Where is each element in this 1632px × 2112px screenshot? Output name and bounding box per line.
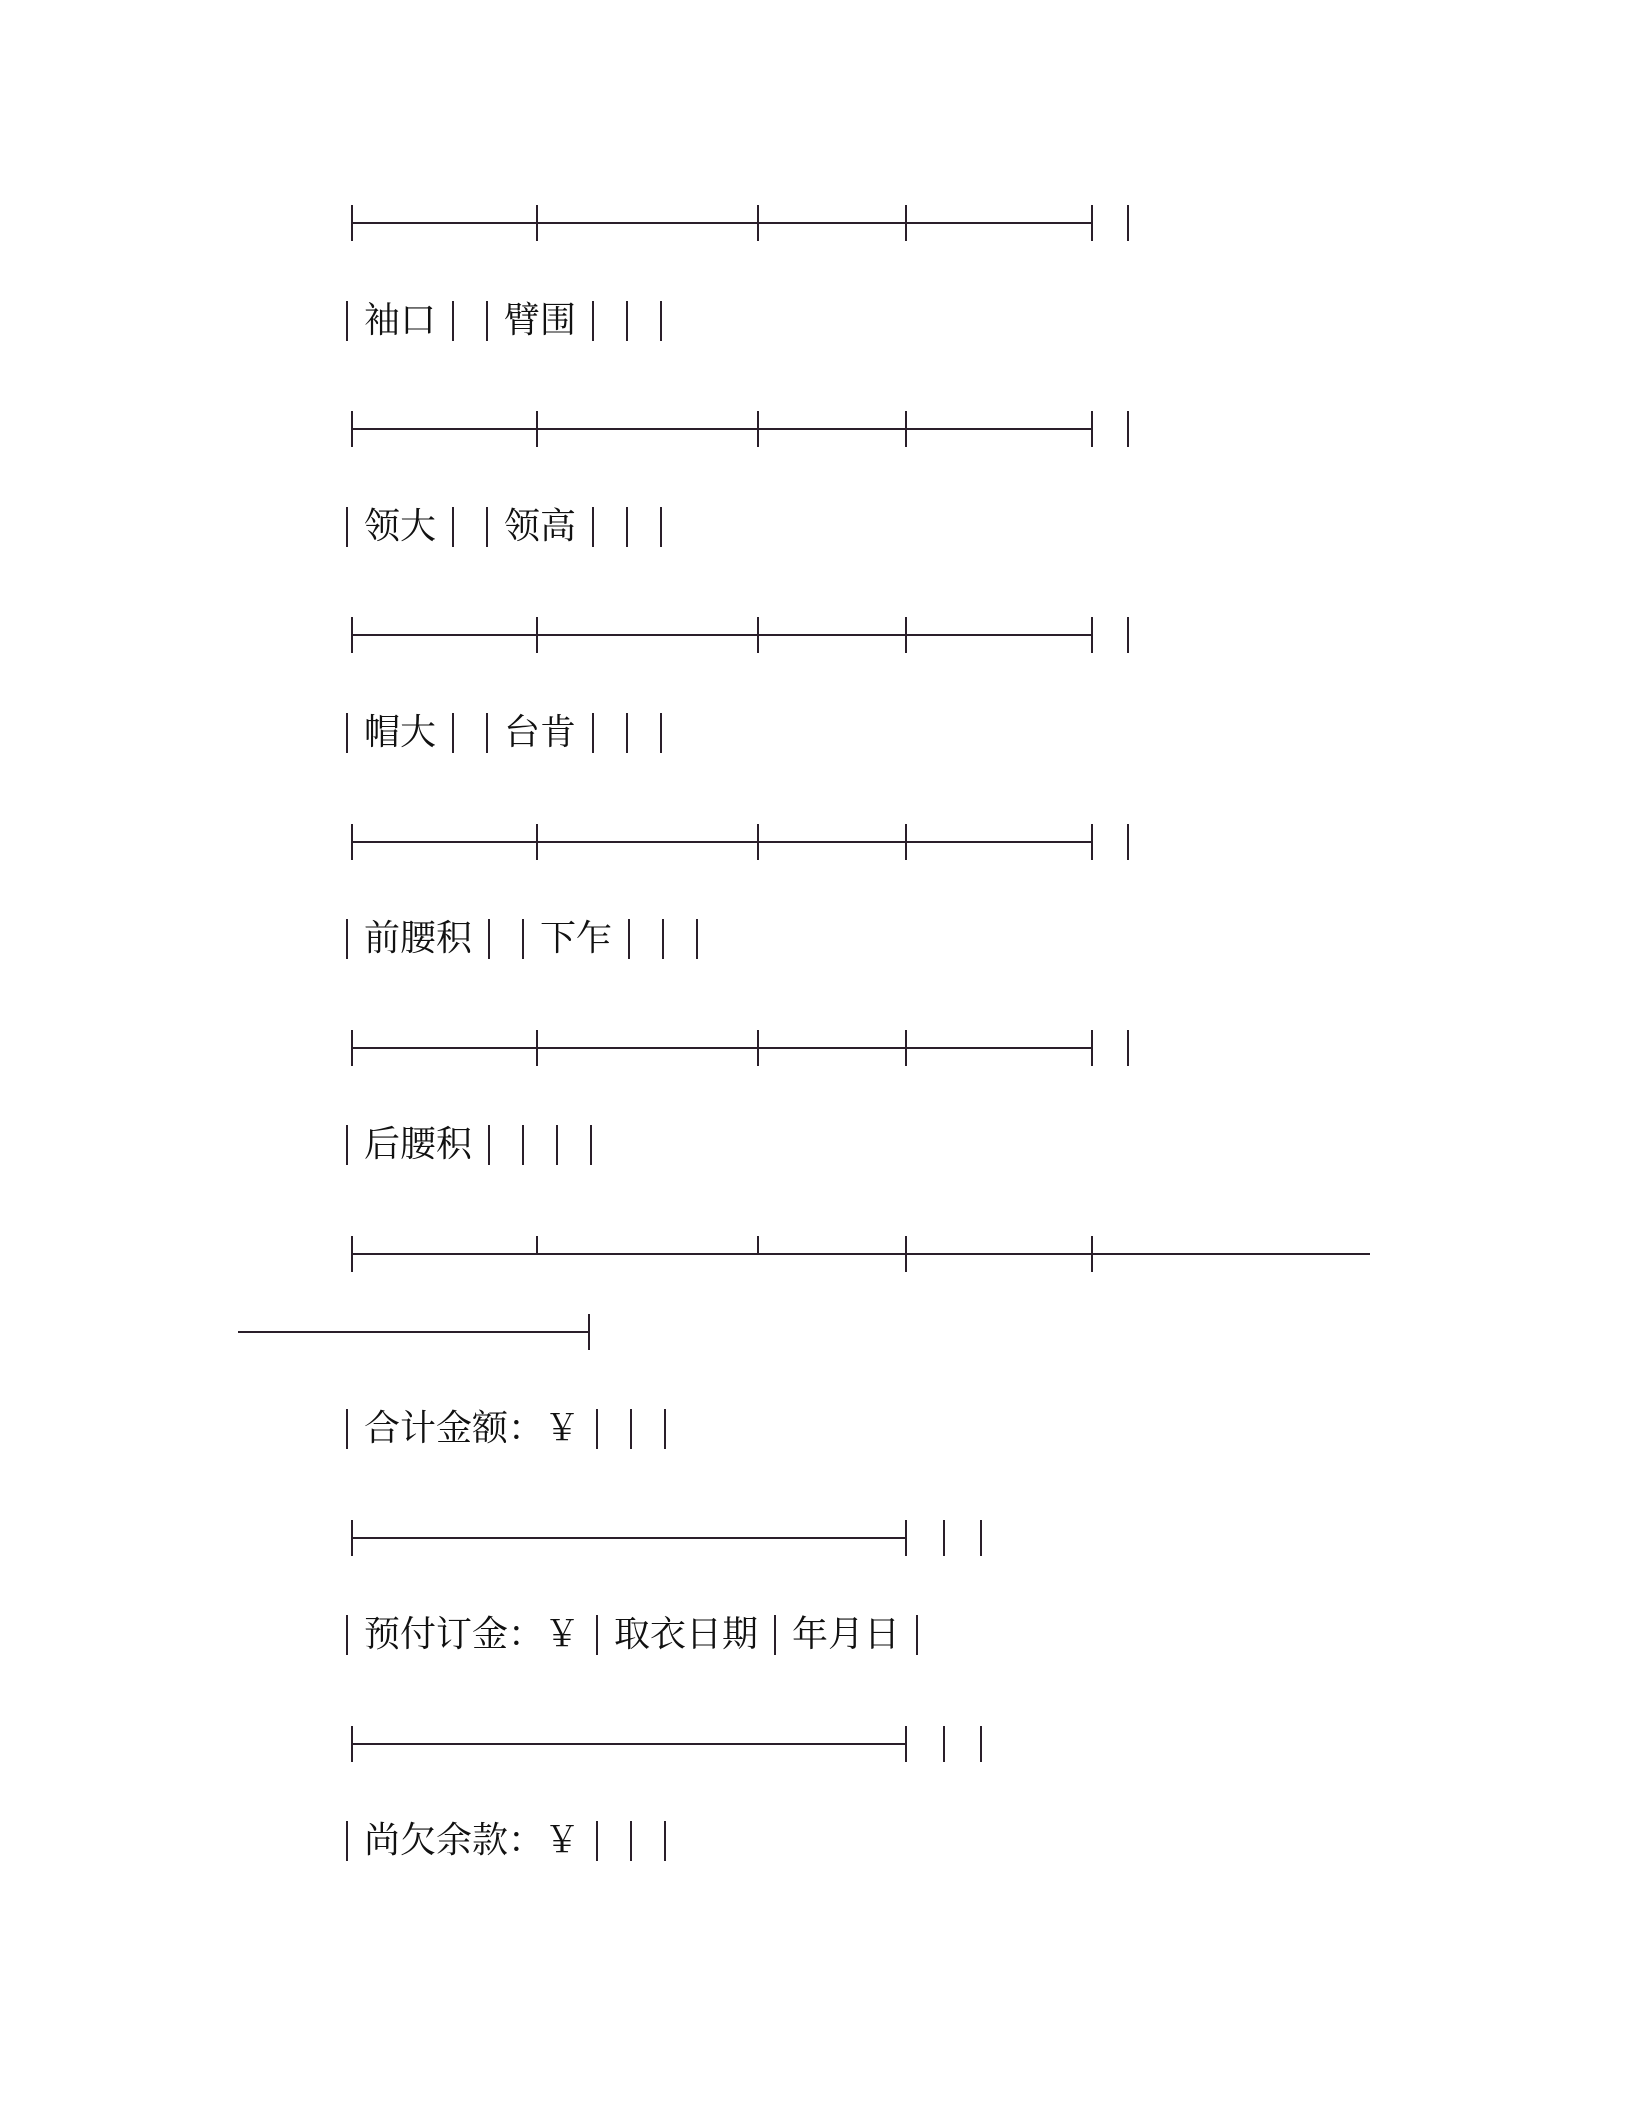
label-cuff: 袖口 xyxy=(364,300,437,341)
label-deposit: 预付订金：￥ xyxy=(364,1614,581,1655)
label-xia-zha: 下乍 xyxy=(540,918,613,959)
label-pickup-date: 取衣日期 xyxy=(614,1614,759,1655)
label-collar-size: 领大 xyxy=(364,506,437,547)
table-rule-2 xyxy=(352,411,1128,447)
label-hat-size: 帽大 xyxy=(364,712,437,753)
table-rule-6 xyxy=(238,1236,1370,1350)
table-row xyxy=(346,294,678,346)
label-front-waist: 前腰积 xyxy=(364,918,473,959)
table-rule-4 xyxy=(352,824,1128,860)
value-pickup-date: 年月日 xyxy=(792,1614,901,1655)
table-row xyxy=(346,500,678,552)
table-row xyxy=(346,1402,682,1454)
label-total-amount: 合计金额：￥ xyxy=(364,1408,581,1449)
label-collar-height: 领高 xyxy=(504,506,577,547)
label-arm: 臂围 xyxy=(504,300,577,341)
table-row xyxy=(346,912,714,964)
label-balance-due: 尚欠余款：￥ xyxy=(364,1820,581,1861)
table-rule-7 xyxy=(352,1520,981,1556)
table-row xyxy=(346,1814,682,1866)
table-row xyxy=(346,1118,608,1170)
table-rule-8 xyxy=(352,1726,981,1762)
table-rule-3 xyxy=(352,617,1128,653)
table-row xyxy=(346,1608,934,1660)
table-rule-5 xyxy=(352,1030,1128,1066)
label-tai-ken: 台肯 xyxy=(504,712,577,753)
table-row xyxy=(346,706,678,758)
label-back-waist: 后腰积 xyxy=(364,1124,473,1165)
table-rule-1 xyxy=(352,205,1128,241)
